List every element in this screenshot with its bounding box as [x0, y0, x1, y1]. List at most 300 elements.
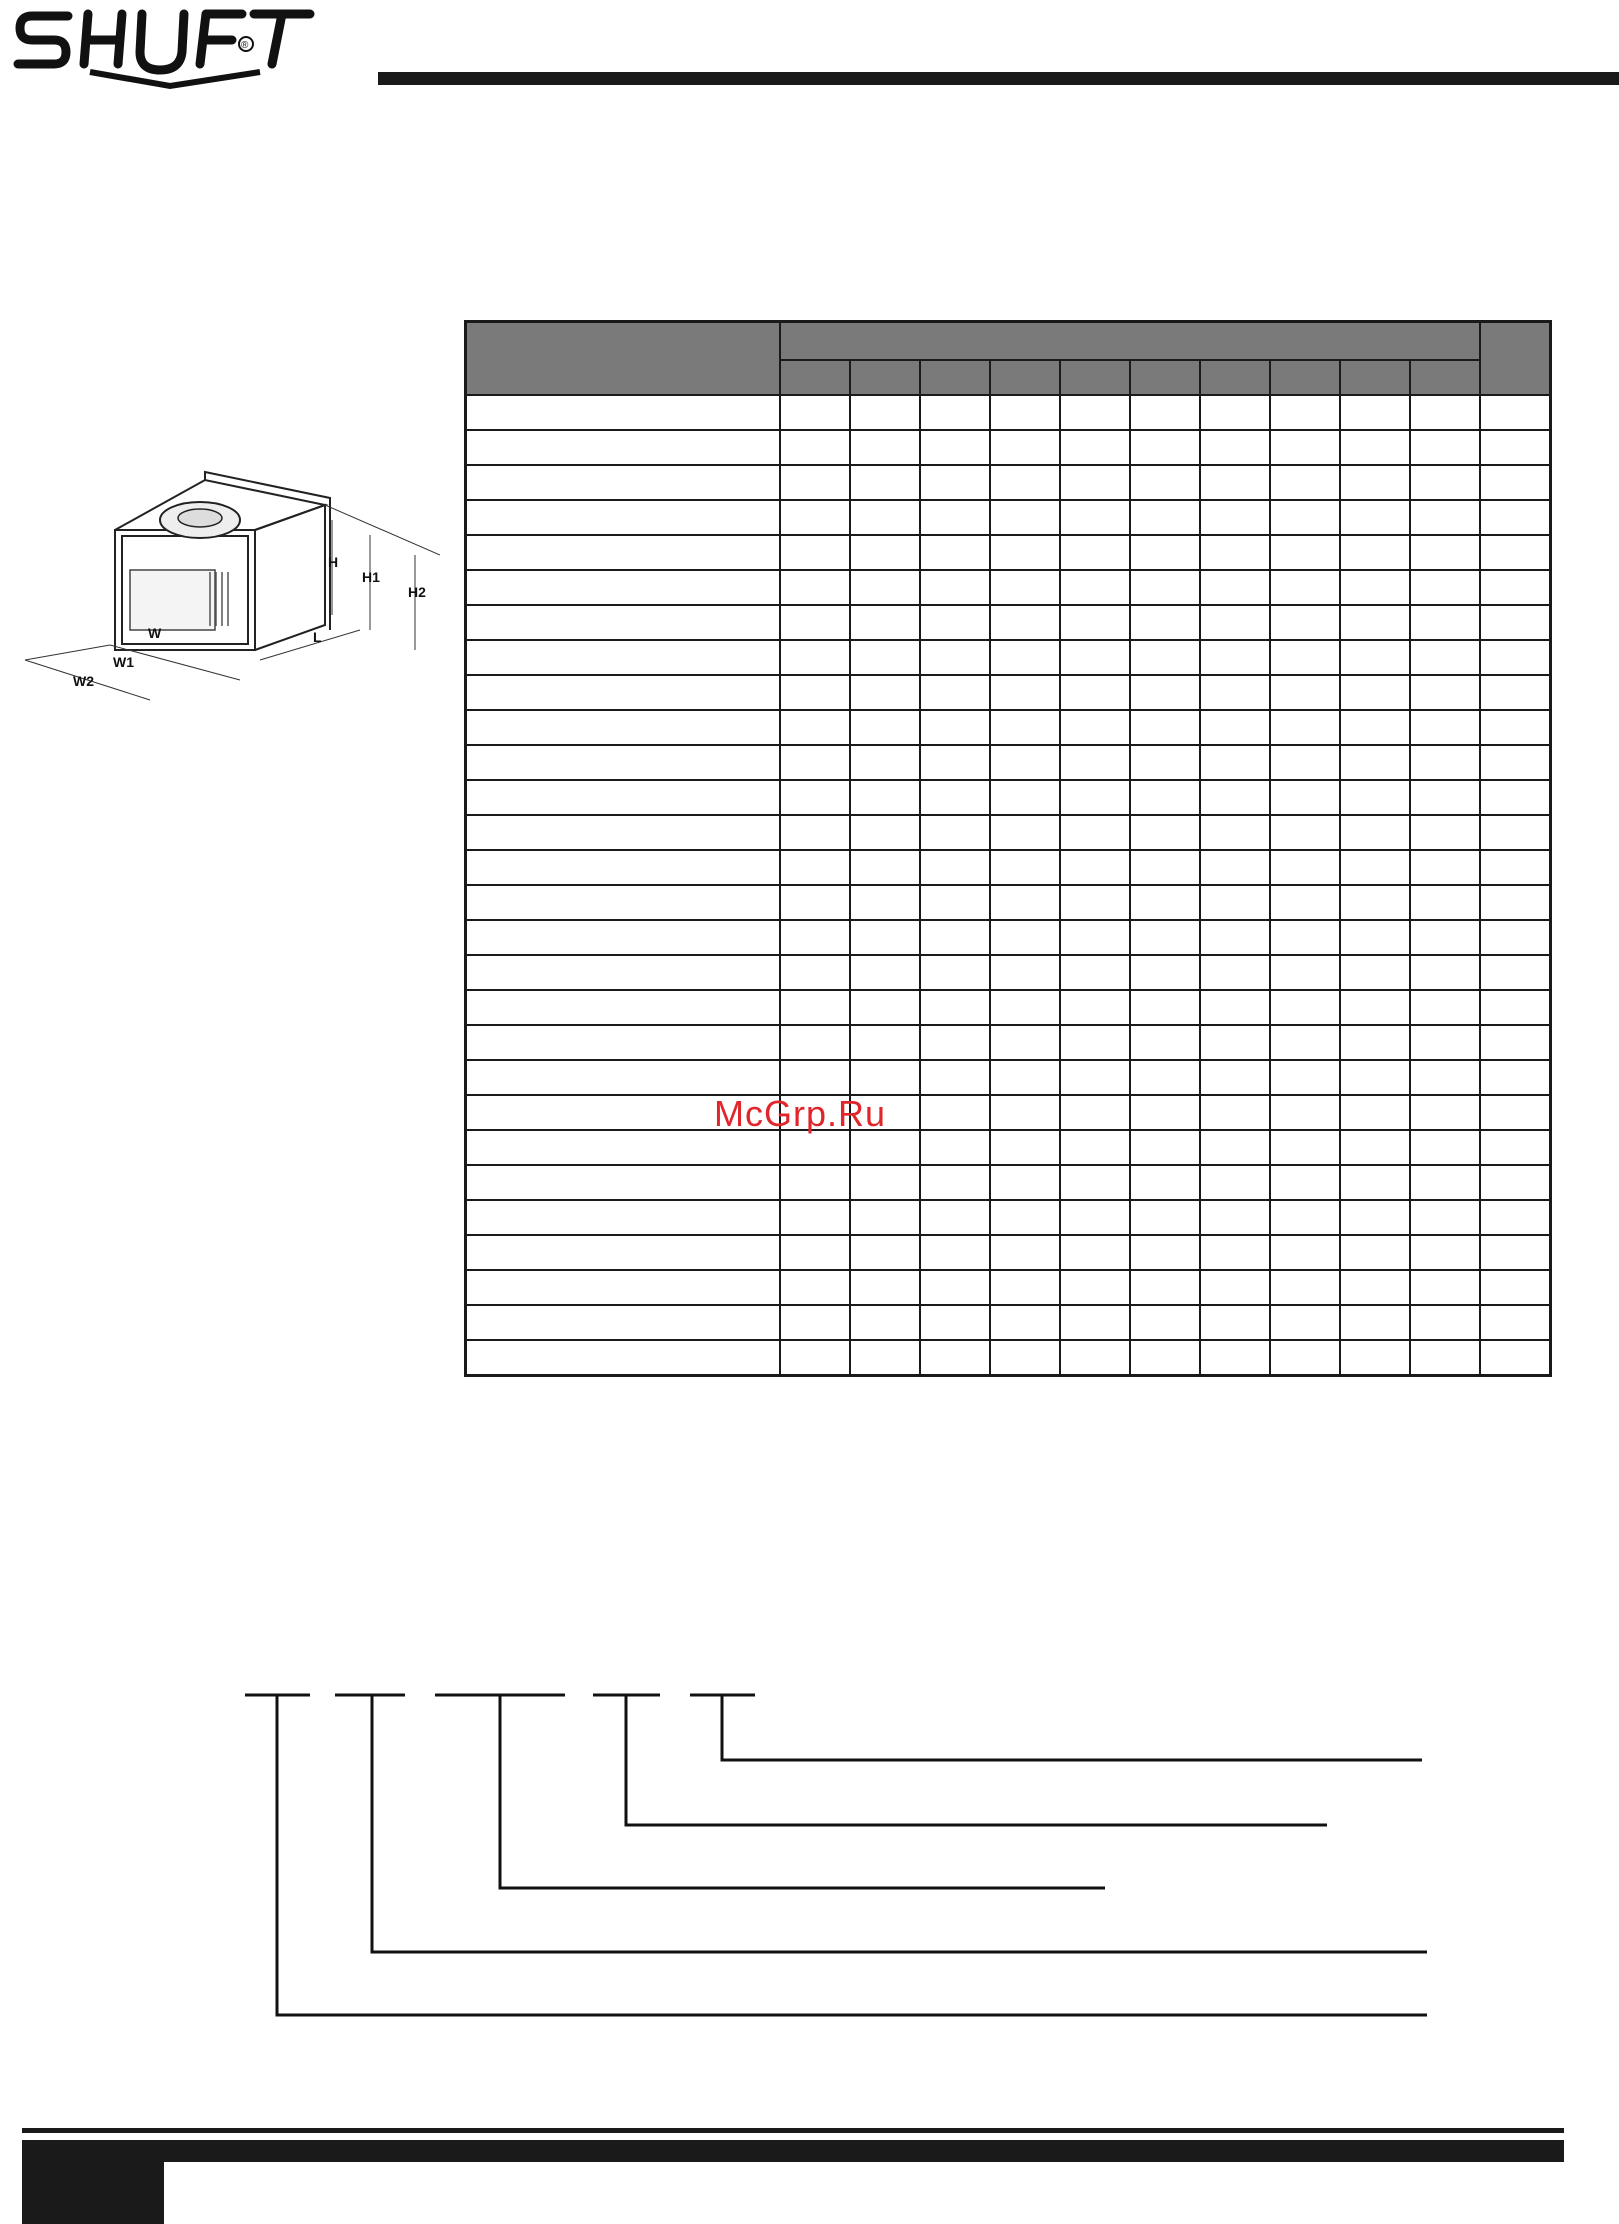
table-row — [466, 885, 1551, 920]
value-cell — [1270, 1270, 1340, 1305]
value-cell — [1410, 1130, 1480, 1165]
value-cell — [1130, 395, 1200, 430]
value-cell — [1060, 640, 1130, 675]
value-cell — [1270, 1340, 1340, 1376]
value-cell — [1130, 605, 1200, 640]
value-cell — [1060, 885, 1130, 920]
shuft-logo — [10, 0, 340, 92]
footer-rule-thick — [22, 2140, 1564, 2162]
value-cell — [1410, 1270, 1480, 1305]
value-cell — [990, 605, 1060, 640]
unit-cell — [1480, 640, 1551, 675]
value-cell — [850, 570, 920, 605]
value-cell — [1130, 675, 1200, 710]
value-cell — [1060, 1270, 1130, 1305]
table-row — [466, 395, 1551, 430]
value-cell — [1130, 710, 1200, 745]
value-cell — [920, 605, 990, 640]
value-cell — [1130, 1095, 1200, 1130]
value-cell — [1060, 1340, 1130, 1376]
parameter-cell — [466, 395, 781, 430]
value-cell — [850, 1270, 920, 1305]
value-cell — [1340, 1235, 1410, 1270]
value-cell — [1340, 850, 1410, 885]
value-cell — [990, 990, 1060, 1025]
value-cell — [850, 710, 920, 745]
value-cell — [1340, 465, 1410, 500]
value-cell — [850, 640, 920, 675]
value-cell — [1060, 955, 1130, 990]
table-row — [466, 1095, 1551, 1130]
unit-cell — [1480, 1130, 1551, 1165]
value-cell — [1410, 430, 1480, 465]
value-cell — [1340, 395, 1410, 430]
value-cell — [1060, 745, 1130, 780]
value-cell — [780, 430, 850, 465]
value-cell — [990, 1200, 1060, 1235]
value-cell — [990, 1165, 1060, 1200]
value-cell — [1410, 815, 1480, 850]
value-cell — [1130, 745, 1200, 780]
value-cell — [1130, 1130, 1200, 1165]
value-cell — [1410, 745, 1480, 780]
header-unit-cell — [1480, 322, 1551, 396]
value-cell — [990, 1235, 1060, 1270]
value-cell — [1130, 1060, 1200, 1095]
value-cell — [1200, 465, 1270, 500]
value-cell — [1410, 1165, 1480, 1200]
value-cell — [1060, 990, 1130, 1025]
unit-cell — [1480, 1305, 1551, 1340]
value-cell — [850, 500, 920, 535]
value-cell — [1270, 1305, 1340, 1340]
page-number-block — [22, 2140, 164, 2224]
unit-cell — [1480, 570, 1551, 605]
unit-cell — [1480, 430, 1551, 465]
header-models-group-cell — [780, 322, 1480, 361]
unit-cell — [1480, 1235, 1551, 1270]
value-cell — [920, 1130, 990, 1165]
value-cell — [1340, 1130, 1410, 1165]
table-row — [466, 1025, 1551, 1060]
value-cell — [1270, 395, 1340, 430]
value-cell — [920, 430, 990, 465]
value-cell — [1060, 850, 1130, 885]
header-model-cell — [1060, 360, 1130, 395]
value-cell — [920, 500, 990, 535]
header-model-cell — [990, 360, 1060, 395]
value-cell — [1340, 920, 1410, 955]
parameter-cell — [466, 780, 781, 815]
value-cell — [1130, 500, 1200, 535]
table-row — [466, 1235, 1551, 1270]
header-model-cell — [1270, 360, 1340, 395]
value-cell — [990, 955, 1060, 990]
value-cell — [1200, 1130, 1270, 1165]
parameter-cell — [466, 1340, 781, 1376]
value-cell — [1410, 675, 1480, 710]
value-cell — [920, 640, 990, 675]
value-cell — [780, 815, 850, 850]
value-cell — [1340, 570, 1410, 605]
unit-cell — [1480, 780, 1551, 815]
value-cell — [850, 885, 920, 920]
value-cell — [1200, 500, 1270, 535]
table-row — [466, 640, 1551, 675]
value-cell — [1130, 850, 1200, 885]
value-cell — [1130, 640, 1200, 675]
parameter-cell — [466, 920, 781, 955]
table-row — [466, 850, 1551, 885]
table-header-row — [466, 322, 1551, 361]
parameter-cell — [466, 815, 781, 850]
value-cell — [1410, 465, 1480, 500]
value-cell — [920, 920, 990, 955]
value-cell — [990, 640, 1060, 675]
value-cell — [850, 1305, 920, 1340]
unit-cell — [1480, 955, 1551, 990]
value-cell — [1270, 570, 1340, 605]
value-cell — [920, 535, 990, 570]
footer-rule-thin — [22, 2128, 1564, 2133]
value-cell — [780, 780, 850, 815]
value-cell — [780, 465, 850, 500]
value-cell — [1060, 500, 1130, 535]
value-cell — [1270, 1095, 1340, 1130]
unit-cell — [1480, 1270, 1551, 1305]
unit-cell — [1480, 885, 1551, 920]
table-row — [466, 605, 1551, 640]
value-cell — [1200, 990, 1270, 1025]
value-cell — [780, 640, 850, 675]
value-cell — [1200, 780, 1270, 815]
value-cell — [850, 1025, 920, 1060]
unit-cell — [1480, 605, 1551, 640]
value-cell — [920, 1025, 990, 1060]
parameter-cell — [466, 1060, 781, 1095]
value-cell — [920, 465, 990, 500]
value-cell — [920, 1305, 990, 1340]
value-cell — [850, 815, 920, 850]
value-cell — [1060, 1095, 1130, 1130]
value-cell — [780, 1130, 850, 1165]
value-cell — [1200, 1095, 1270, 1130]
table-row — [466, 675, 1551, 710]
value-cell — [1200, 920, 1270, 955]
value-cell — [1130, 1305, 1200, 1340]
unit-cell — [1480, 1200, 1551, 1235]
value-cell — [1200, 570, 1270, 605]
value-cell — [850, 395, 920, 430]
value-cell — [780, 1235, 850, 1270]
parameter-cell — [466, 955, 781, 990]
value-cell — [920, 1340, 990, 1376]
value-cell — [990, 710, 1060, 745]
value-cell — [850, 1235, 920, 1270]
header-model-cell — [780, 360, 850, 395]
value-cell — [1200, 430, 1270, 465]
unit-cell — [1480, 675, 1551, 710]
value-cell — [1270, 640, 1340, 675]
value-cell — [1200, 885, 1270, 920]
value-cell — [1340, 1340, 1410, 1376]
value-cell — [990, 570, 1060, 605]
value-cell — [1130, 990, 1200, 1025]
value-cell — [850, 465, 920, 500]
header-model-cell — [1200, 360, 1270, 395]
value-cell — [850, 920, 920, 955]
value-cell — [1270, 1130, 1340, 1165]
value-cell — [1270, 710, 1340, 745]
value-cell — [780, 605, 850, 640]
value-cell — [1340, 955, 1410, 990]
table-row — [466, 500, 1551, 535]
value-cell — [1060, 570, 1130, 605]
value-cell — [1410, 710, 1480, 745]
value-cell — [850, 955, 920, 990]
value-cell — [1060, 1305, 1130, 1340]
value-cell — [1200, 710, 1270, 745]
value-cell — [990, 395, 1060, 430]
value-cell — [990, 885, 1060, 920]
value-cell — [1410, 1200, 1480, 1235]
value-cell — [1060, 1235, 1130, 1270]
parameter-cell — [466, 1270, 781, 1305]
value-cell — [1340, 1200, 1410, 1235]
header-model-cell — [920, 360, 990, 395]
value-cell — [920, 570, 990, 605]
parameter-cell — [466, 570, 781, 605]
value-cell — [1410, 570, 1480, 605]
header-model-cell — [1130, 360, 1200, 395]
value-cell — [1340, 780, 1410, 815]
value-cell — [1130, 430, 1200, 465]
value-cell — [1130, 1025, 1200, 1060]
value-cell — [850, 1060, 920, 1095]
parameter-cell — [466, 850, 781, 885]
value-cell — [1340, 710, 1410, 745]
value-cell — [1340, 1095, 1410, 1130]
registered-mark: ® — [241, 40, 249, 51]
value-cell — [850, 605, 920, 640]
value-cell — [1270, 430, 1340, 465]
value-cell — [1200, 850, 1270, 885]
value-cell — [920, 815, 990, 850]
value-cell — [990, 500, 1060, 535]
value-cell — [1340, 535, 1410, 570]
parameter-cell — [466, 990, 781, 1025]
value-cell — [780, 885, 850, 920]
unit-cell — [1480, 1095, 1551, 1130]
value-cell — [1410, 1095, 1480, 1130]
value-cell — [920, 710, 990, 745]
fan-dimension-diagram — [20, 460, 440, 710]
value-cell — [920, 850, 990, 885]
parameter-cell — [466, 430, 781, 465]
unit-cell — [1480, 710, 1551, 745]
value-cell — [1060, 535, 1130, 570]
value-cell — [1130, 885, 1200, 920]
value-cell — [1270, 1060, 1340, 1095]
value-cell — [1200, 815, 1270, 850]
unit-cell — [1480, 395, 1551, 430]
value-cell — [1130, 1270, 1200, 1305]
value-cell — [1340, 990, 1410, 1025]
value-cell — [1410, 605, 1480, 640]
value-cell — [850, 1130, 920, 1165]
value-cell — [920, 1200, 990, 1235]
value-cell — [1270, 1025, 1340, 1060]
dim-label-w: W — [148, 625, 162, 641]
value-cell — [780, 570, 850, 605]
dim-label-l: L — [313, 629, 322, 645]
value-cell — [920, 1165, 990, 1200]
parameter-cell — [466, 1200, 781, 1235]
header-parameter-cell — [466, 322, 781, 396]
value-cell — [780, 1200, 850, 1235]
value-cell — [1270, 955, 1340, 990]
value-cell — [990, 920, 1060, 955]
value-cell — [1340, 1305, 1410, 1340]
value-cell — [780, 920, 850, 955]
value-cell — [1270, 1235, 1340, 1270]
value-cell — [1060, 1200, 1130, 1235]
value-cell — [850, 535, 920, 570]
value-cell — [990, 1060, 1060, 1095]
value-cell — [1270, 675, 1340, 710]
value-cell — [850, 675, 920, 710]
value-cell — [1340, 1270, 1410, 1305]
value-cell — [920, 1095, 990, 1130]
value-cell — [1130, 1165, 1200, 1200]
value-cell — [780, 500, 850, 535]
value-cell — [1340, 500, 1410, 535]
value-cell — [1410, 955, 1480, 990]
value-cell — [1410, 1340, 1480, 1376]
parameter-cell — [466, 1235, 781, 1270]
value-cell — [1200, 605, 1270, 640]
value-cell — [1060, 395, 1130, 430]
value-cell — [1200, 1340, 1270, 1376]
value-cell — [850, 780, 920, 815]
unit-cell — [1480, 500, 1551, 535]
table-row — [466, 430, 1551, 465]
table-row — [466, 955, 1551, 990]
value-cell — [1060, 1165, 1130, 1200]
value-cell — [990, 1095, 1060, 1130]
value-cell — [1060, 920, 1130, 955]
unit-cell — [1480, 1165, 1551, 1200]
value-cell — [1130, 570, 1200, 605]
parameter-cell — [466, 885, 781, 920]
value-cell — [1060, 1025, 1130, 1060]
table-row — [466, 1200, 1551, 1235]
parameter-cell — [466, 1305, 781, 1340]
value-cell — [1200, 1200, 1270, 1235]
value-cell — [850, 850, 920, 885]
value-cell — [780, 675, 850, 710]
parameter-cell — [466, 1130, 781, 1165]
value-cell — [990, 535, 1060, 570]
value-cell — [1130, 955, 1200, 990]
table-row — [466, 1340, 1551, 1376]
table-row — [466, 1165, 1551, 1200]
table-row — [466, 745, 1551, 780]
value-cell — [1410, 920, 1480, 955]
value-cell — [780, 1305, 850, 1340]
value-cell — [920, 955, 990, 990]
dim-label-w2: W2 — [73, 673, 94, 689]
unit-cell — [1480, 920, 1551, 955]
unit-cell — [1480, 990, 1551, 1025]
value-cell — [1270, 500, 1340, 535]
dim-label-h: H — [328, 554, 339, 570]
header-model-cell — [1340, 360, 1410, 395]
value-cell — [990, 1270, 1060, 1305]
value-cell — [920, 1060, 990, 1095]
dim-label-w1: W1 — [113, 654, 134, 670]
parameter-cell — [466, 535, 781, 570]
value-cell — [1060, 465, 1130, 500]
table-row — [466, 710, 1551, 745]
table-row — [466, 1270, 1551, 1305]
value-cell — [1060, 780, 1130, 815]
value-cell — [1200, 955, 1270, 990]
value-cell — [920, 745, 990, 780]
table-row — [466, 815, 1551, 850]
value-cell — [780, 1025, 850, 1060]
value-cell — [990, 1130, 1060, 1165]
unit-cell — [1480, 1060, 1551, 1095]
value-cell — [1270, 885, 1340, 920]
value-cell — [1130, 1340, 1200, 1376]
value-cell — [780, 990, 850, 1025]
unit-cell — [1480, 1340, 1551, 1376]
value-cell — [1060, 1130, 1130, 1165]
value-cell — [1340, 1165, 1410, 1200]
parameter-cell — [466, 640, 781, 675]
unit-cell — [1480, 465, 1551, 500]
table-row — [466, 1305, 1551, 1340]
value-cell — [780, 1270, 850, 1305]
parameter-cell — [466, 1025, 781, 1060]
value-cell — [1200, 745, 1270, 780]
value-cell — [1060, 605, 1130, 640]
value-cell — [1270, 745, 1340, 780]
value-cell — [1200, 1025, 1270, 1060]
value-cell — [1410, 1235, 1480, 1270]
unit-cell — [1480, 815, 1551, 850]
value-cell — [1270, 850, 1340, 885]
value-cell — [1270, 815, 1340, 850]
specification-table — [464, 320, 1552, 1377]
value-cell — [1270, 780, 1340, 815]
value-cell — [1130, 920, 1200, 955]
value-cell — [1200, 675, 1270, 710]
parameter-cell — [466, 605, 781, 640]
header-model-cell — [850, 360, 920, 395]
value-cell — [920, 675, 990, 710]
value-cell — [1410, 1305, 1480, 1340]
value-cell — [1340, 605, 1410, 640]
value-cell — [780, 395, 850, 430]
value-cell — [1270, 1200, 1340, 1235]
value-cell — [1340, 430, 1410, 465]
value-cell — [1340, 675, 1410, 710]
value-cell — [1340, 745, 1410, 780]
parameter-cell — [466, 500, 781, 535]
unit-cell — [1480, 535, 1551, 570]
